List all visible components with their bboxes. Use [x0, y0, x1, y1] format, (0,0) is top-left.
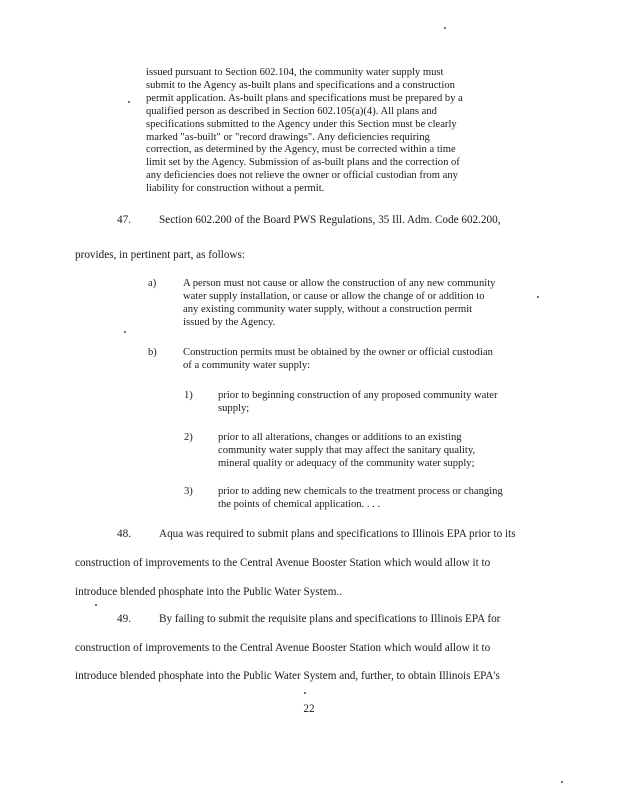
- paragraph-number: 48.: [117, 528, 131, 540]
- list-line: of a community water supply:: [183, 359, 311, 371]
- list-line: issued by the Agency.: [183, 316, 276, 328]
- quote-line: any deficiencies does not relieve the owner or official custodian from any: [146, 170, 458, 182]
- paragraph-49-line: construction of improvements to the Central Avenue Booster Station which would allow it to: [75, 642, 491, 654]
- scan-speck: [537, 296, 539, 298]
- scan-speck: [95, 604, 97, 606]
- sub-line: prior to all alterations, changes or additions to an existing: [218, 432, 462, 443]
- quote-line: liability for construction without a permit.: [146, 183, 325, 195]
- list-line: Construction permits must be obtained by the owner or official custodian: [183, 347, 493, 358]
- list-line: water supply installation, or cause or allow the change of or addition to: [183, 290, 485, 302]
- sub-line: community water supply that may affect the sanitary quality,: [218, 444, 476, 456]
- sub-label: 3): [184, 486, 193, 497]
- quote-line: submit to the Agency as-built plans and specifications and a construction: [146, 79, 455, 91]
- paragraph-text: By failing to submit the requisite plans and specifications to Illinois EPA for: [159, 613, 501, 625]
- sub-line: supply;: [218, 402, 250, 414]
- quote-line: issued pursuant to Section 602.104, the community water supply must: [146, 67, 444, 78]
- quote-block: [146, 67, 511, 196]
- quote-line: correction, as determined by the Agency, must be corrected within a time: [146, 144, 456, 156]
- paragraph-text: Aqua was required to submit plans and specifications to Illinois EPA prior to its: [159, 528, 516, 540]
- paragraph-48-line: construction of improvements to the Central Avenue Booster Station which would allow it to: [75, 557, 491, 569]
- paragraph-48-line: introduce blended phosphate into the Public Water System..: [75, 586, 343, 598]
- scan-speck: [444, 27, 446, 29]
- sub-line: mineral quality or adequacy of the community water supply;: [218, 457, 475, 469]
- list-label: a): [148, 278, 157, 289]
- sub-label: 1): [184, 390, 193, 401]
- quote-line: permit application. As-built plans and specifications must be prepared by a: [146, 92, 463, 104]
- paragraph-49-first-line: [75, 613, 545, 625]
- quote-line: limit set by the Agency. Submission of as-built plans and the correction of: [146, 157, 460, 169]
- scan-speck: [124, 331, 126, 333]
- quote-line: qualified person as described in Section 602.105(a)(4). All plans and: [146, 105, 437, 117]
- list-line: A person must not cause or allow the construction of any new community: [183, 278, 496, 289]
- paragraph-49-line: introduce blended phosphate into the Public Water System and, further, to obtain Illinois EPA's: [75, 670, 500, 682]
- paragraph-text: Section 602.200 of the Board PWS Regulations, 35 Ill. Adm. Code 602.200,: [159, 214, 501, 226]
- page-number: 22: [303, 703, 315, 715]
- list-line: any existing community water supply, without a construction permit: [183, 303, 473, 315]
- sub-line: the points of chemical application. . . .: [218, 498, 381, 510]
- paragraph-48-first-line: [75, 528, 545, 540]
- scan-speck: [304, 692, 306, 694]
- paragraph-47-line: provides, in pertinent part, as follows:: [75, 249, 245, 261]
- paragraph-number: 49.: [117, 613, 131, 625]
- scan-speck: [561, 781, 563, 783]
- sub-line: prior to beginning construction of any proposed community water: [218, 390, 498, 401]
- paragraph-number: 47.: [117, 214, 131, 226]
- paragraph-47-first-line: [75, 214, 545, 226]
- sub-line: prior to adding new chemicals to the treatment process or changing: [218, 486, 503, 497]
- scan-speck: [128, 101, 130, 103]
- sub-label: 2): [184, 432, 193, 443]
- list-label: b): [148, 347, 157, 358]
- quote-line: specifications submitted to the Agency under this Section must be clearly: [146, 118, 457, 130]
- quote-line: marked "as-built" or "record drawings". Any deficiencies requiring: [146, 131, 430, 143]
